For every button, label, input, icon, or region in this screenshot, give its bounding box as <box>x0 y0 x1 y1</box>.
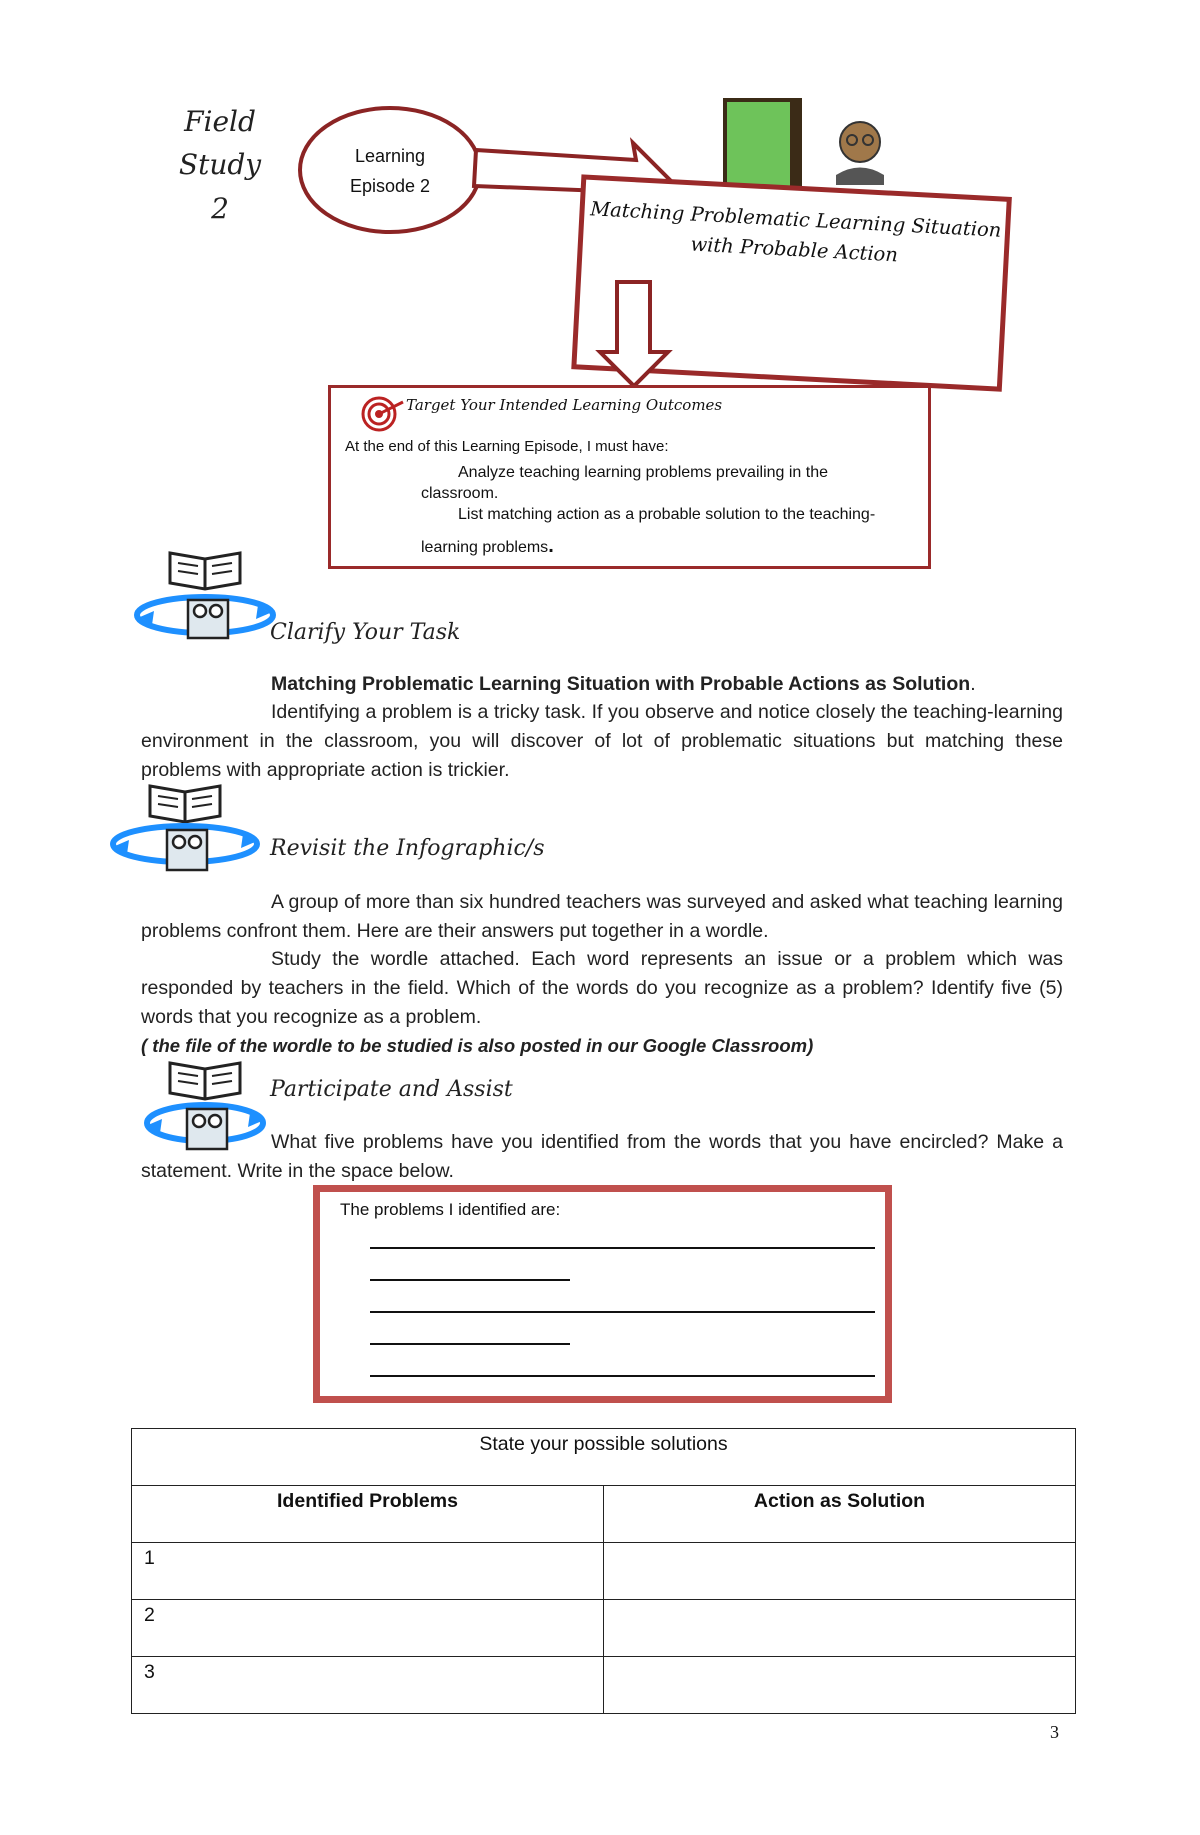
problem-cell[interactable]: 3 <box>132 1657 604 1714</box>
solutions-table <box>131 1428 1076 1714</box>
page-number: 3 <box>1050 1722 1059 1742</box>
answer-box-label: The problems I identified are: <box>340 1200 561 1219</box>
clarify-title: Clarify Your Task <box>270 620 461 645</box>
clarify-body: Identifying a problem is a tricky task. If you observe and notice closely the teaching-learning environment in the classroom, you will discover of lot of problematic situations but matching these problems with appropriate action is trickier. <box>141 701 1063 781</box>
problem-cell[interactable]: 1 <box>132 1543 604 1600</box>
episode-label-line2: Episode 2 <box>349 176 431 196</box>
outcome-item-1 <box>421 462 921 504</box>
revisit-para-1: A group of more than six hundred teachers was surveyed and asked what teaching learning problems confront them. Here are their answers put together in a wordle. <box>141 891 1063 942</box>
table-row <box>132 1543 1076 1600</box>
outcomes-title: Target Your Intended Learning Outcomes <box>406 396 723 414</box>
episode-label <box>335 141 445 201</box>
field-study-label: Field Study <box>178 105 262 182</box>
reading-student-icon <box>105 778 265 888</box>
participate-title: Participate and Assist <box>270 1077 513 1102</box>
solution-cell[interactable] <box>604 1657 1076 1714</box>
participate-body: What five problems have you identified from the words that you have encircled? Make a statement. Write in the space below. <box>141 1131 1063 1182</box>
revisit-para-2: Study the wordle attached. Each word represents an issue or a problem which was responded by teachers in the field. Which of the words do you recognize as a problem? Identify five (5) words that you recognize as a problem. <box>141 948 1063 1028</box>
answer-line[interactable] <box>370 1311 875 1313</box>
clarify-heading-text: Matching Problematic Learning Situation with Probable Actions as Solution <box>271 673 971 695</box>
table-row <box>132 1600 1076 1657</box>
solution-cell[interactable] <box>604 1543 1076 1600</box>
solutions-table-caption: State your possible solutions <box>132 1429 1076 1486</box>
outcomes-intro: At the end of this Learning Episode, I must have: <box>345 438 669 455</box>
revisit-title: Revisit the Infographic/s <box>270 836 545 861</box>
answer-box <box>313 1185 892 1403</box>
clarify-heading <box>141 670 1063 699</box>
column-header-action-as-solution: Action as Solution <box>604 1486 1076 1543</box>
outcome-item-1-line2: classroom. <box>421 485 499 502</box>
problem-cell[interactable]: 2 <box>132 1600 604 1657</box>
answer-line[interactable] <box>370 1375 875 1377</box>
answer-line[interactable] <box>370 1279 570 1281</box>
target-icon <box>359 392 407 432</box>
outcome-item-2-line1: List matching action as a probable solution to the teaching- <box>458 506 876 523</box>
solution-cell[interactable] <box>604 1600 1076 1657</box>
field-study-number: 2 <box>211 191 229 225</box>
column-header-identified-problems: Identified Problems <box>132 1486 604 1543</box>
answer-line[interactable] <box>370 1343 570 1345</box>
outcomes-box <box>328 385 931 569</box>
outcome-item-1-line1: Analyze teaching learning problems prevailing in the <box>458 464 828 481</box>
teacher-clipart-icon <box>725 100 884 192</box>
outcome-item-2-end: . <box>548 535 554 557</box>
outcome-item-2 <box>421 504 921 563</box>
answer-line[interactable] <box>370 1247 875 1249</box>
revisit-note: ( the file of the wordle to be studied is also posted in our Google Classroom) <box>141 1035 814 1056</box>
clarify-heading-end: . <box>970 673 976 695</box>
episode-title-line2: with Probable Action <box>689 232 899 267</box>
reading-student-icon <box>130 545 280 650</box>
episode-label-line1: Learning <box>354 146 426 166</box>
outcome-item-2-line2: learning problems <box>421 539 549 556</box>
episode-title-line1: Matching Problematic Learning Situation <box>589 197 1002 242</box>
table-row <box>132 1657 1076 1714</box>
